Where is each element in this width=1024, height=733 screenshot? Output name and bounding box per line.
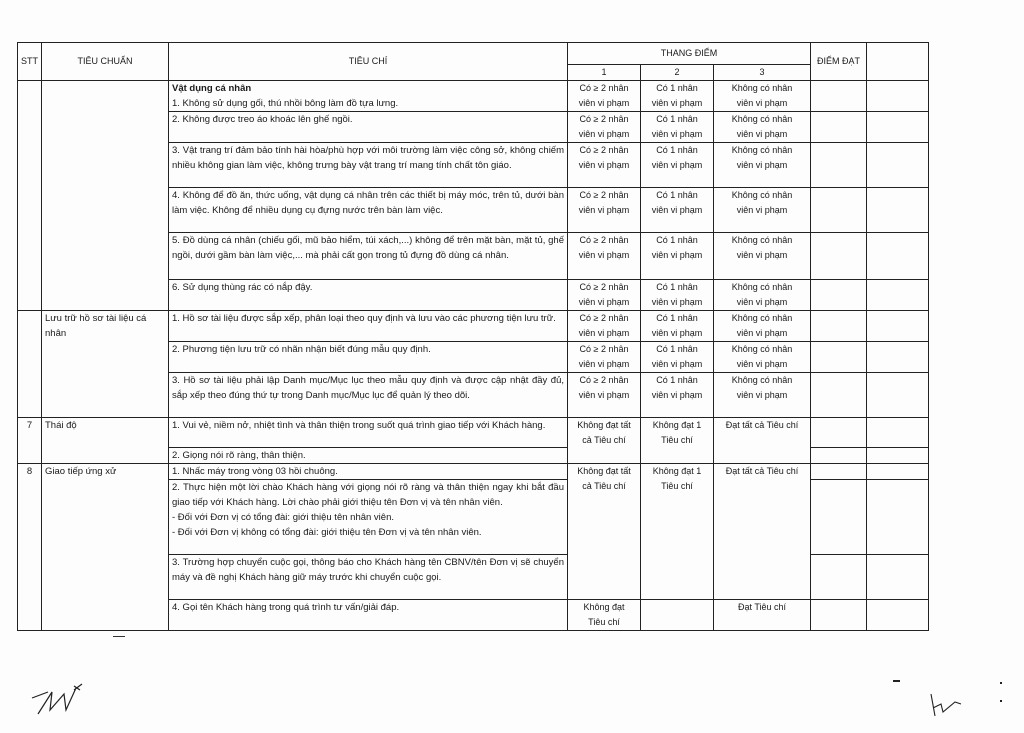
stt-cell: 7 [18, 418, 42, 464]
diem-dat-cell[interactable] [811, 112, 867, 143]
diem-dat-cell[interactable] [811, 555, 867, 600]
standard-cell [42, 81, 169, 311]
header-score-1: 1 [568, 65, 641, 81]
criteria-line: - Đối với Đơn vị không có tổng đài: giới thiệu tên Đơn vị và tên nhân viên. [172, 527, 482, 538]
criteria-cell [169, 81, 568, 112]
score-1-cell [568, 418, 641, 464]
table-row [18, 418, 929, 448]
diem-dat-cell[interactable] [811, 188, 867, 233]
score-line: Tiêu chí [588, 617, 620, 627]
score-line: Tiêu chí [661, 481, 693, 491]
scan-mark [1000, 682, 1002, 684]
score-line: Không đạt 1 [652, 466, 702, 476]
score-line: viên vi phạm [651, 98, 703, 108]
table-row [18, 311, 929, 342]
score-2-cell [641, 311, 714, 342]
score-line: Không có nhân [731, 344, 793, 354]
score-3-cell [714, 373, 811, 418]
score-3-cell [714, 143, 811, 188]
header-diem-dat: ĐIỂM ĐẠT [811, 43, 867, 81]
criteria-line: 3. Trường hợp chuyển cuộc gọi, thông báo cho Khách hàng tên CBNV/tên Đơn vị sẽ chuyển máy và đề nghị Khách hàng giữ máy trước khi chuyển cuộc gọi. [172, 557, 564, 583]
score-line: viên vi phạm [651, 390, 703, 400]
score-line: viên vi phạm [578, 297, 630, 307]
score-line: Đạt tất cả Tiêu chí [725, 466, 799, 476]
criteria-line: 2. Thực hiện một lời chào Khách hàng với giọng nói rõ ràng và thân thiện ngay khi bắt đầu giao tiếp với Khách hàng. Lời chào phải giới thiệu tên Đơn vị và tên nhân viên. [172, 482, 564, 508]
header-thang-diem: THANG ĐIỂM [568, 43, 811, 65]
score-line: viên vi phạm [578, 250, 630, 260]
criteria-cell [169, 418, 568, 448]
criteria-line: 4. Không để đồ ăn, thức uống, vật dụng cá nhân trên các thiết bị máy móc, trên tủ, dưới bàn làm việc. Không để nhiều dụng cụ đựng nước trên bàn làm việc. [172, 190, 564, 216]
diem-dat-cell[interactable] [811, 81, 867, 112]
score-2-cell [641, 373, 714, 418]
blank-cell [867, 188, 929, 233]
score-line: viên vi phạm [651, 250, 703, 260]
table-row [18, 81, 929, 112]
score-line: Có ≥ 2 nhân [579, 313, 629, 323]
score-1-cell [568, 464, 641, 600]
blank-cell [867, 311, 929, 342]
score-line: Đạt Tiêu chí [737, 602, 787, 612]
score-line: Có ≥ 2 nhân [579, 235, 629, 245]
blank-cell [867, 480, 929, 555]
criteria-cell [169, 112, 568, 143]
header-tieu-chuan: TIÊU CHUẨN [42, 43, 169, 81]
score-1-cell [568, 342, 641, 373]
score-line: Có ≥ 2 nhân [579, 83, 629, 93]
score-line: viên vi phạm [736, 297, 788, 307]
score-line: Có 1 nhân [656, 344, 698, 354]
score-line: viên vi phạm [651, 328, 703, 338]
score-line: viên vi phạm [651, 205, 703, 215]
score-2-cell [641, 280, 714, 311]
score-line: cả Tiêu chí [582, 435, 626, 445]
score-line: Có 1 nhân [656, 145, 698, 155]
criteria-line: 2. Giọng nói rõ ràng, thân thiện. [172, 450, 306, 461]
score-line: viên vi phạm [578, 205, 630, 215]
criteria-cell [169, 555, 568, 600]
diem-dat-cell[interactable] [811, 342, 867, 373]
criteria-line: 1. Nhấc máy trong vòng 03 hồi chuông. [172, 466, 338, 477]
blank-cell [867, 280, 929, 311]
score-3-cell [714, 188, 811, 233]
criteria-line: 1. Hồ sơ tài liệu được sắp xếp, phân loại theo quy định và lưu vào các phương tiện lưu trữ. [172, 313, 556, 324]
blank-cell [867, 112, 929, 143]
score-2-cell [641, 233, 714, 280]
criteria-cell [169, 373, 568, 418]
blank-cell [867, 233, 929, 280]
criteria-cell [169, 342, 568, 373]
criteria-line: 1. Không sử dụng gối, thú nhồi bông làm đồ tựa lưng. [172, 98, 399, 109]
score-line: viên vi phạm [736, 205, 788, 215]
header-score-3: 3 [714, 65, 811, 81]
score-1-cell [568, 188, 641, 233]
score-line: viên vi phạm [736, 328, 788, 338]
diem-dat-cell[interactable] [811, 311, 867, 342]
score-line: Không đạt tất [577, 420, 631, 430]
standard-cell: Thái độ [42, 418, 169, 464]
score-line: Có ≥ 2 nhân [579, 190, 629, 200]
score-3-cell [714, 112, 811, 143]
score-1-cell [568, 81, 641, 112]
blank-cell [867, 448, 929, 464]
criteria-cell [169, 480, 568, 555]
blank-cell [867, 464, 929, 480]
score-2-cell [641, 342, 714, 373]
standard-cell: Giao tiếp ứng xử [42, 464, 169, 631]
blank-cell [867, 81, 929, 112]
score-2-cell [641, 464, 714, 600]
criteria-line: 6. Sử dụng thùng rác có nắp đậy. [172, 282, 313, 293]
score-1-cell [568, 112, 641, 143]
score-3-cell [714, 418, 811, 464]
score-line: Tiêu chí [661, 435, 693, 445]
score-2-cell [641, 600, 714, 631]
diem-dat-cell[interactable] [811, 480, 867, 555]
score-line: viên vi phạm [578, 390, 630, 400]
criteria-cell [169, 233, 568, 280]
criteria-line: 2. Phương tiện lưu trữ có nhãn nhận biết đúng mẫu quy định. [172, 344, 431, 355]
score-line: Không đạt [583, 602, 625, 612]
score-line: viên vi phạm [651, 297, 703, 307]
score-line: viên vi phạm [578, 328, 630, 338]
score-1-cell [568, 280, 641, 311]
score-1-cell [568, 143, 641, 188]
score-3-cell [714, 342, 811, 373]
diem-dat-cell[interactable] [811, 464, 867, 480]
score-line: Có ≥ 2 nhân [579, 114, 629, 124]
diem-dat-cell[interactable] [811, 373, 867, 418]
criteria-cell [169, 143, 568, 188]
criteria-line: - Đối với Đơn vị có tổng đài: giới thiệu tên nhân viên. [172, 512, 394, 523]
score-line: Đạt tất cả Tiêu chí [725, 420, 799, 430]
page-dash-mark [113, 636, 125, 637]
blank-cell [867, 418, 929, 448]
criteria-cell [169, 188, 568, 233]
diem-dat-cell[interactable] [811, 280, 867, 311]
score-line: Có 1 nhân [656, 190, 698, 200]
scan-mark [893, 680, 900, 682]
score-line: Không có nhân [731, 83, 793, 93]
criteria-line: 5. Đồ dùng cá nhân (chiếu gối, mũ bảo hiểm, túi xách,...) không để trên mặt bàn, mặt tủ, ghế ngồi, dưới gầm bàn làm việc,... mà phải cất gọn trong tủ đựng đồ dùng cá nhân. [172, 235, 564, 261]
evaluation-table [17, 42, 929, 631]
score-2-cell [641, 143, 714, 188]
score-line: viên vi phạm [578, 98, 630, 108]
score-line: Không có nhân [731, 190, 793, 200]
diem-dat-cell[interactable] [811, 418, 867, 448]
blank-cell [867, 555, 929, 600]
score-line: viên vi phạm [736, 359, 788, 369]
criteria-line: 3. Hồ sơ tài liệu phải lập Danh mục/Mục lục theo mẫu quy định và được cập nhật đầy đủ, sắp xếp theo đúng thứ tự trong Danh mục/Mục lục để quản lý theo dõi. [172, 375, 564, 401]
score-1-cell [568, 373, 641, 418]
score-line: Có ≥ 2 nhân [579, 282, 629, 292]
score-line: viên vi phạm [736, 98, 788, 108]
score-line: viên vi phạm [578, 359, 630, 369]
score-1-cell [568, 311, 641, 342]
blank-cell [867, 342, 929, 373]
criteria-cell [169, 464, 568, 480]
score-1-cell [568, 233, 641, 280]
criteria-cell [169, 448, 568, 464]
score-3-cell [714, 280, 811, 311]
blank-cell [867, 373, 929, 418]
score-line: Không có nhân [731, 114, 793, 124]
criteria-cell [169, 280, 568, 311]
diem-dat-cell[interactable] [811, 143, 867, 188]
score-line: viên vi phạm [578, 160, 630, 170]
score-line: viên vi phạm [736, 160, 788, 170]
score-line: Có 1 nhân [656, 83, 698, 93]
blank-cell [867, 143, 929, 188]
criteria-line: 4. Gọi tên Khách hàng trong quá trình tư vấn/giải đáp. [172, 602, 400, 613]
header-tieu-chi: TIÊU CHÍ [169, 43, 568, 81]
score-line: Không đạt tất [577, 466, 631, 476]
score-2-cell [641, 418, 714, 464]
score-line: Không có nhân [731, 313, 793, 323]
score-line: viên vi phạm [651, 160, 703, 170]
score-line: Có 1 nhân [656, 235, 698, 245]
signature-right [925, 690, 965, 718]
diem-dat-cell[interactable] [811, 600, 867, 631]
score-line: viên vi phạm [736, 129, 788, 139]
score-line: Không đạt 1 [652, 420, 702, 430]
signature-left [28, 680, 98, 720]
score-line: Không có nhân [731, 282, 793, 292]
score-line: Có 1 nhân [656, 114, 698, 124]
score-2-cell [641, 81, 714, 112]
stt-cell [18, 311, 42, 418]
score-3-cell [714, 81, 811, 112]
criteria-line: Vật dụng cá nhân [172, 83, 252, 94]
score-line: viên vi phạm [736, 250, 788, 260]
header-blank [867, 43, 929, 81]
criteria-line: 1. Vui vẻ, niềm nở, nhiệt tình và thân thiện trong suốt quá trình giao tiếp với Khách hàng. [172, 420, 546, 431]
score-line: Có 1 nhân [656, 375, 698, 385]
score-line: viên vi phạm [651, 129, 703, 139]
score-3-cell [714, 464, 811, 600]
criteria-line: 3. Vật trang trí đảm bảo tính hài hòa/phù hợp với môi trường làm việc công sở, không chiếm nhiều không gian làm việc, không trưng bày vật trang trí mang tính chất tôn giáo. [172, 145, 564, 171]
stt-cell [18, 81, 42, 311]
score-line: Có ≥ 2 nhân [579, 375, 629, 385]
criteria-cell [169, 311, 568, 342]
score-1-cell [568, 600, 641, 631]
score-3-cell [714, 600, 811, 631]
header-score-2: 2 [641, 65, 714, 81]
score-line: Có ≥ 2 nhân [579, 145, 629, 155]
score-line: Không có nhân [731, 235, 793, 245]
table-row [18, 464, 929, 480]
score-line: viên vi phạm [736, 390, 788, 400]
stt-cell: 8 [18, 464, 42, 631]
diem-dat-cell[interactable] [811, 448, 867, 464]
diem-dat-cell[interactable] [811, 233, 867, 280]
header-stt: STT [18, 43, 42, 81]
criteria-line: 2. Không được treo áo khoác lên ghế ngồi. [172, 114, 353, 125]
score-line: Không có nhân [731, 375, 793, 385]
blank-cell [867, 600, 929, 631]
score-3-cell [714, 311, 811, 342]
score-line: Không có nhân [731, 145, 793, 155]
score-line: viên vi phạm [651, 359, 703, 369]
score-line: Có 1 nhân [656, 313, 698, 323]
criteria-cell [169, 600, 568, 631]
score-line: cả Tiêu chí [582, 481, 626, 491]
standard-cell: Lưu trữ hồ sơ tài liệu cá nhân [42, 311, 169, 418]
score-3-cell [714, 233, 811, 280]
score-line: viên vi phạm [578, 129, 630, 139]
score-2-cell [641, 188, 714, 233]
score-2-cell [641, 112, 714, 143]
score-line: Có 1 nhân [656, 282, 698, 292]
score-line: Có ≥ 2 nhân [579, 344, 629, 354]
scan-mark [1000, 700, 1002, 702]
